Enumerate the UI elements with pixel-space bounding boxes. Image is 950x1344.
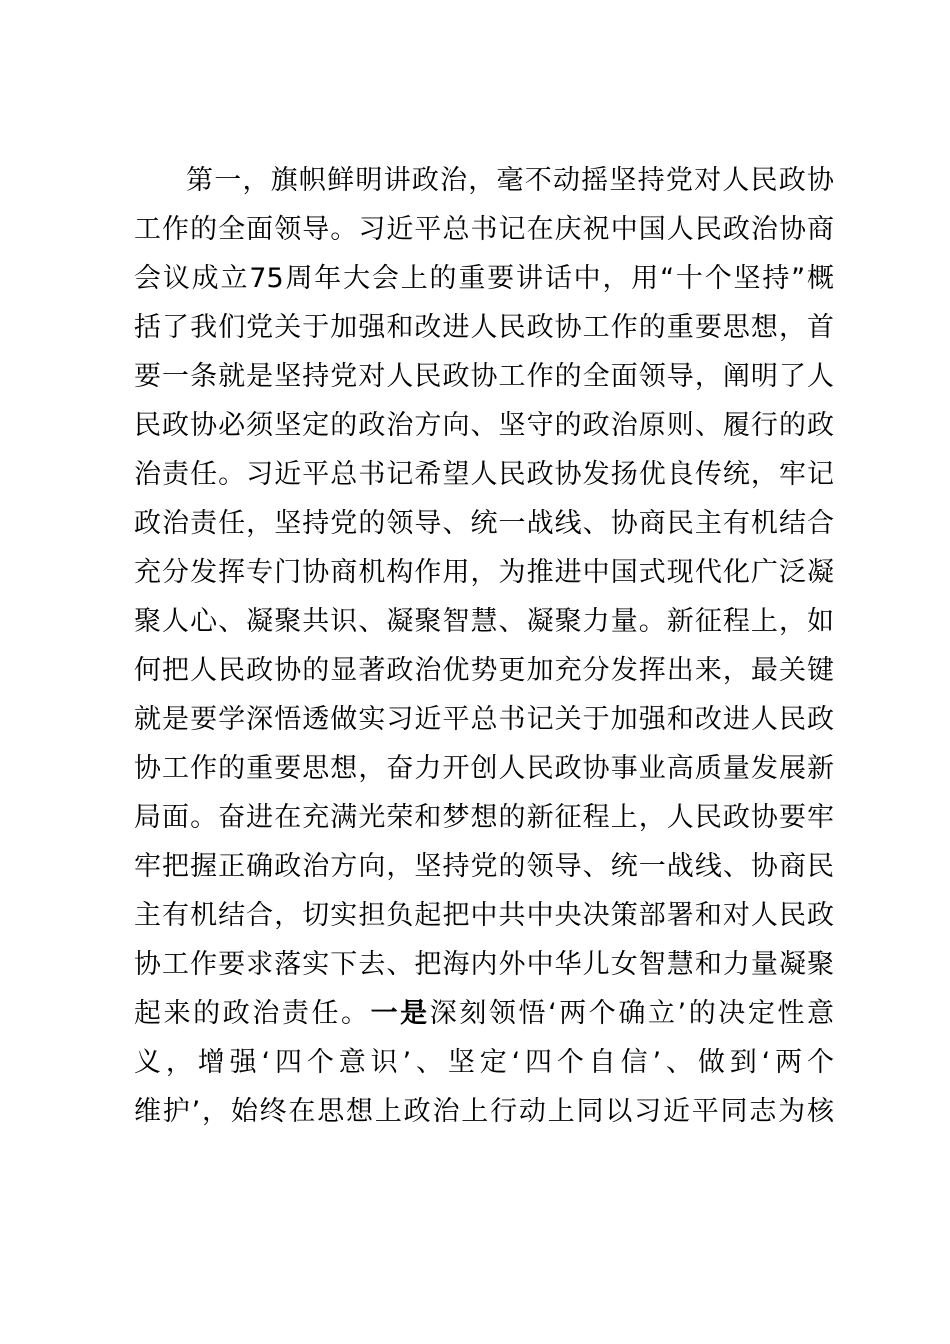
text-line: 会议成立75周年大会上的重要讲话中，用“十个坚持”概: [134, 263, 834, 294]
text-line: 聚人心、凝聚共识、凝聚智慧、凝聚力量。新征程上，如: [134, 606, 834, 637]
body-paragraph: [134, 156, 834, 1136]
text-line: 局面。奋进在充满光荣和梦想的新征程上，人民政协要牢: [134, 802, 834, 833]
text-line: 牢把握正确政治方向，坚持党的领导、统一战线、协商民: [134, 851, 834, 882]
text-line: 民政协必须坚定的政治方向、坚守的政治原则、履行的政: [134, 410, 834, 441]
line-text: 深刻领悟‘两个确立’的决定性意: [429, 998, 834, 1029]
text-line: 政治责任，坚持党的领导、统一战线、协商民主有机结合: [134, 508, 834, 539]
text-line: 就是要学深悟透做实习近平总书记关于加强和改进人民政: [134, 704, 834, 735]
text-line: 第一，旗帜鲜明讲政治，毫不动摇坚持党对人民政协: [186, 165, 834, 196]
text-line: 维护’，始终在思想上政治上行动上同以习近平同志为核: [134, 1096, 834, 1127]
text-line: 充分发挥专门协商机构作用，为推进中国式现代化广泛凝: [134, 557, 834, 588]
text-line: 义，增强‘四个意识’、坚定‘四个自信’、做到‘两个: [134, 1047, 834, 1078]
text-line: 协工作要求落实下去、把海内外中华儿女智慧和力量凝聚: [134, 949, 834, 980]
bold-enumerator: 一是: [370, 998, 430, 1029]
text-line: 治责任。习近平总书记希望人民政协发扬优良传统，牢记: [134, 459, 834, 490]
text-line: 何把人民政协的显著政治优势更加充分发挥出来，最关键: [134, 655, 834, 686]
text-line-mixed: [134, 989, 834, 1038]
text-line: 工作的全面领导。习近平总书记在庆祝中国人民政治协商: [134, 214, 834, 245]
text-line: 要一条就是坚持党对人民政协工作的全面领导，阐明了人: [134, 361, 834, 392]
text-line: 协工作的重要思想，奋力开创人民政协事业高质量发展新: [134, 753, 834, 784]
text-line: 主有机结合，切实担负起把中共中央决策部署和对人民政: [134, 900, 834, 931]
line-text: 起来的政治责任。: [134, 998, 371, 1029]
text-line: 括了我们党关于加强和改进人民政协工作的重要思想，首: [134, 312, 834, 343]
